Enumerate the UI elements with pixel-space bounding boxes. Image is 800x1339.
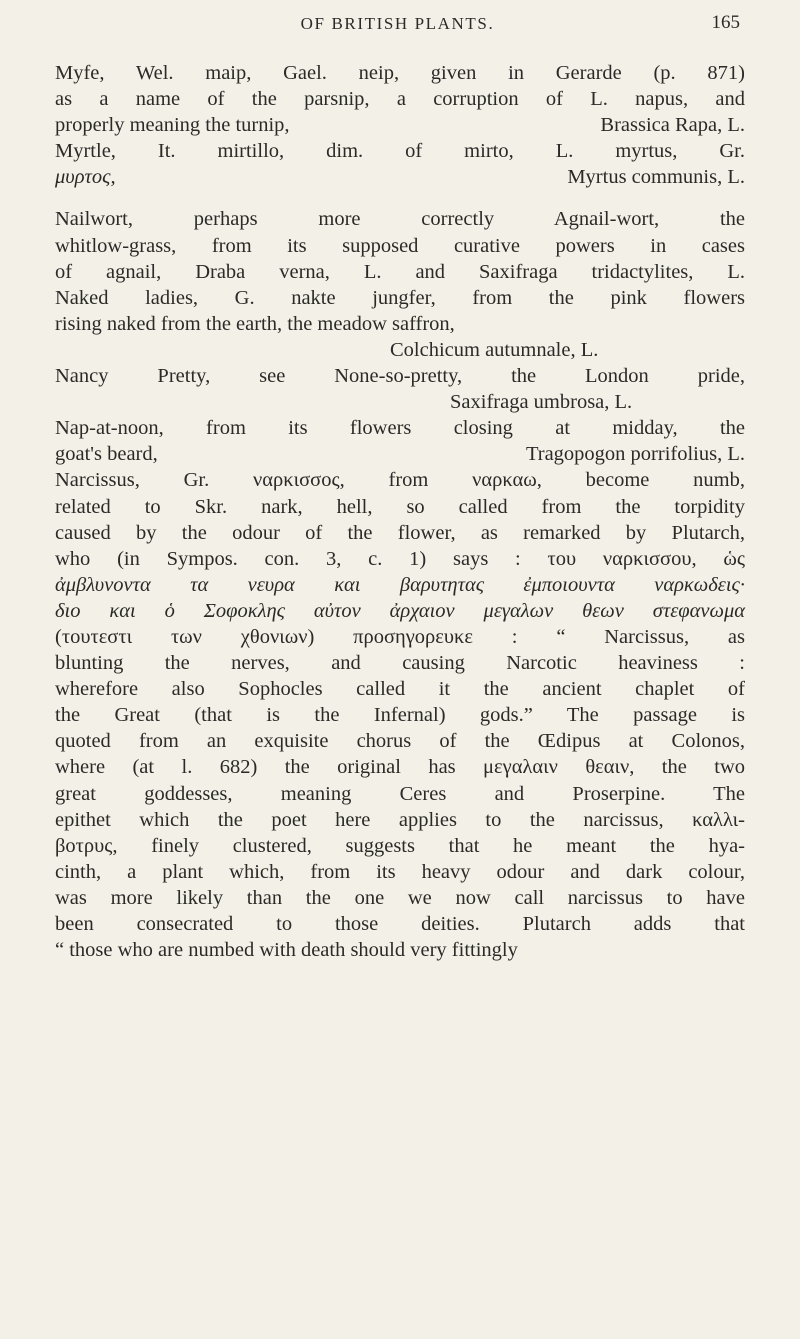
entry-line: been consecrated to those deities. Plutarch adds that — [55, 913, 745, 935]
page-number: 165 — [711, 12, 740, 33]
entry-line: Nap-at-noon, from its flowers closing at midday, the — [55, 417, 745, 440]
entry-myrtle — [55, 138, 745, 190]
entry-line: where (at l. 682) the original has μεγαλαιν θεαιν, the two — [55, 756, 745, 779]
entry-line: Narcissus, Gr. ναρκισσος, from ναρκαω, become numb, — [55, 469, 745, 492]
page-header — [55, 12, 740, 42]
entry-line: as a name of the parsnip, a corruption of L. napus, and — [55, 88, 745, 111]
entry-line: Nancy Pretty, see None-so-pretty, the London pride, — [55, 365, 745, 388]
entry-line: related to Skr. nark, hell, so called from the torpidity — [55, 495, 745, 518]
entry-line: Naked ladies, G. nakte jungfer, from the pink flowers — [55, 286, 745, 309]
entry-narcissus — [55, 467, 745, 963]
entry-line: who (in Sympos. con. 3, c. 1) says : του ναρκισσου, ὡς — [55, 547, 745, 570]
entry-line: βοτρυς, finely clustered, suggests that he meant the hya- — [55, 834, 745, 857]
entry-line: Nailwort, perhaps more correctly Agnail-wort, the — [55, 208, 745, 231]
entry-line-text: properly meaning the turnip, — [55, 114, 290, 137]
entry-line: caused by the odour of the flower, as remarked by Plutarch, — [55, 521, 745, 544]
binomial: Brassica Rapa, L. — [600, 114, 745, 137]
entry-line: was more likely than the one we now call narcissus to have — [55, 886, 745, 909]
entry-line: the Great (that is the Infernal) gods.” The passage is — [55, 704, 745, 727]
entry-line: blunting the nerves, and causing Narcotic heaviness : — [55, 652, 745, 675]
greek-quotation-line: ἀμβλυνοντα τα νευρα και βαρυτητας ἐμποιουντα ναρκωδεις· — [55, 573, 745, 596]
binomial: Saxifraga umbrosa, L. — [450, 391, 633, 414]
entry-nap-at-noon — [55, 415, 745, 467]
entry-line: quoted from an exquisite chorus of the Œdipus at Colonos, — [55, 730, 745, 753]
entry-line: rising naked from the earth, the meadow saffron, — [55, 312, 455, 335]
entry-naked-ladies — [55, 285, 745, 363]
entry-nailwort — [55, 206, 745, 284]
binomial: Tragopogon porrifolius, L. — [525, 443, 745, 466]
entry-myfe — [55, 60, 745, 138]
binomial: Colchicum autumnale, L. — [390, 338, 599, 361]
entry-line — [55, 441, 745, 467]
page-body — [55, 60, 745, 963]
entry-line — [55, 164, 745, 190]
entry-nancy-pretty — [55, 363, 745, 415]
entry-line: of agnail, Draba verna, L. and Saxifraga tridactylites, L. — [55, 260, 745, 283]
entry-line: wherefore also Sophocles called it the ancient chaplet of — [55, 678, 745, 701]
entry-line: “ those who are numbed with death should very fittingly — [55, 939, 518, 962]
entry-line: great goddesses, meaning Ceres and Proserpine. The — [55, 782, 745, 805]
greek-word: μυρτος, — [55, 166, 116, 189]
entry-line: Myrtle, It. mirtillo, dim. of mirto, L. myrtus, Gr. — [55, 140, 745, 163]
greek-quotation-line: διο και ὁ Σοφοκλης αὐτον ἀρχαιον μεγαλων θεων στεφανωμα — [55, 599, 745, 622]
entry-line: (τουτεστι των χθονιων) προσηγορευκε : “ Narcissus, as — [55, 625, 745, 648]
entry-line: cinth, a plant which, from its heavy odour and dark colour, — [55, 860, 745, 883]
running-title: OF BRITISH PLANTS. — [300, 14, 495, 33]
entry-line: whitlow-grass, from its supposed curative powers in cases — [55, 234, 745, 257]
entry-line: Myfe, Wel. maip, Gael. neip, given in Gerarde (p. 871) — [55, 62, 745, 84]
entry-line-text: goat's beard, — [55, 443, 158, 466]
entry-line — [55, 112, 745, 138]
binomial: Myrtus communis, L. — [567, 166, 745, 189]
entry-line: epithet which the poet here applies to the narcissus, καλλι- — [55, 808, 745, 831]
